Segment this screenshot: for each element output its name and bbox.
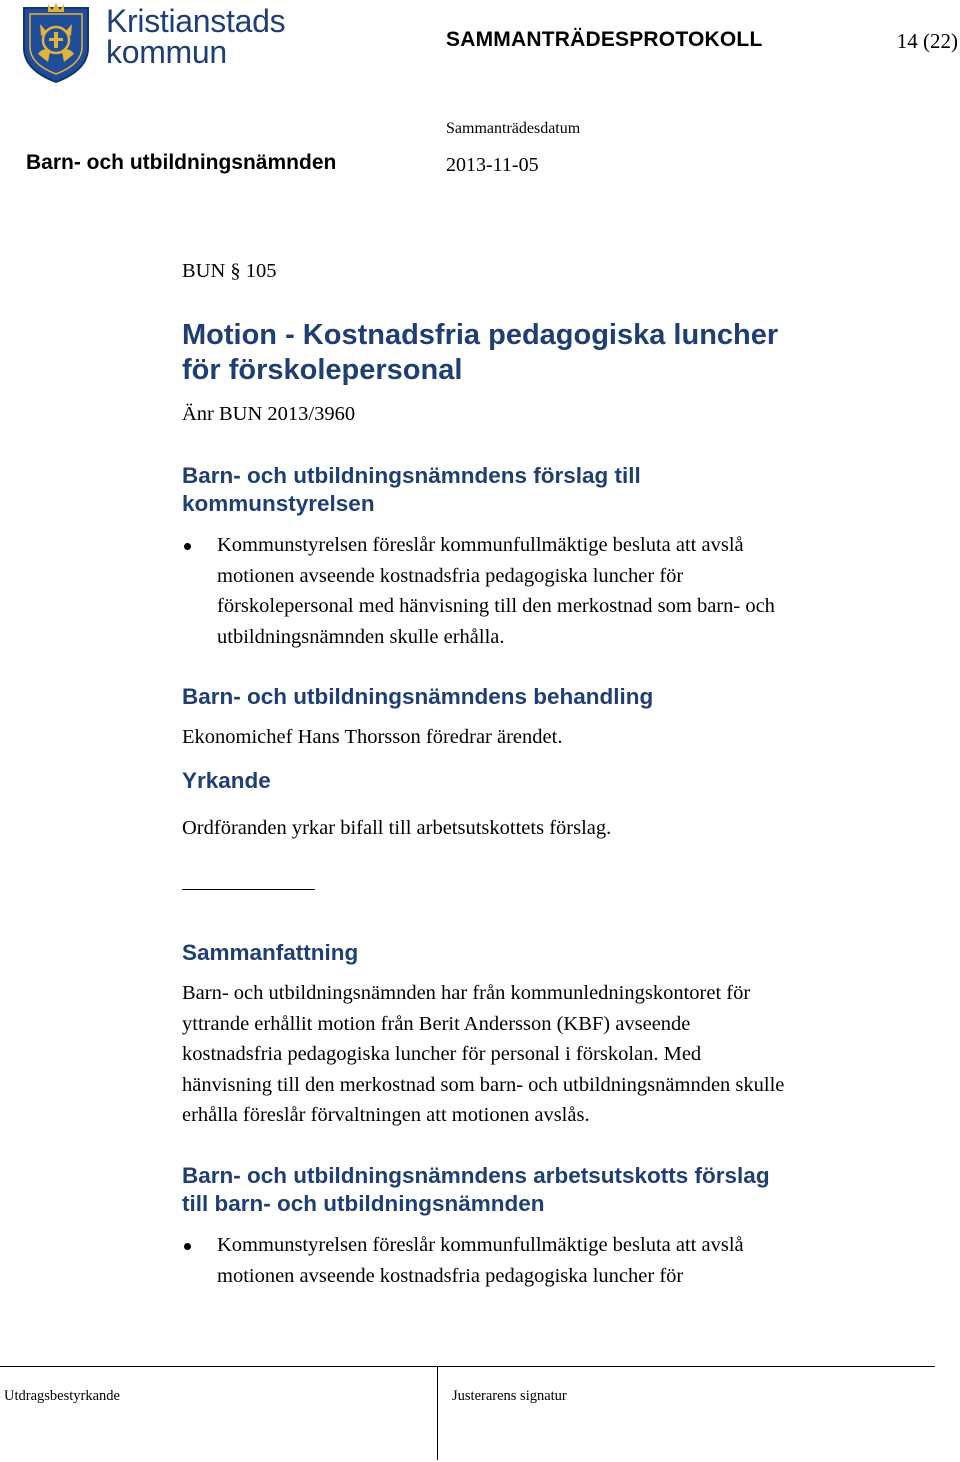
text-line: kostnadsfria pedagogiska luncher för personal i förskolan. Med — [182, 1043, 702, 1065]
case-title — [182, 318, 882, 388]
footer-rule — [0, 1366, 935, 1367]
text-line: Barn- och utbildningsnämnden har från kommunledningskontoret för — [182, 982, 751, 1004]
adjuster-signature-label: Justerarens signatur — [452, 1388, 567, 1404]
page-number: 14 (22) — [896, 29, 958, 53]
summary-text — [182, 978, 882, 1131]
list-item — [182, 530, 882, 652]
text-line: utbildningsnämnden skulle erhålla. — [217, 625, 505, 648]
logo-line-1: Kristianstads — [106, 3, 286, 39]
text-line: motionen avseende kostnadsfria pedagogiska luncher för — [217, 564, 684, 587]
certification-label: Utdragsbestyrkande — [4, 1388, 120, 1404]
document-type: SAMMANTRÄDESPROTOKOLL — [446, 28, 763, 51]
text-line: yttrande erhållit motion från Berit Andersson (KBF) avseende — [182, 1012, 691, 1035]
committee-list — [182, 1230, 882, 1291]
logo-wordmark — [106, 3, 286, 70]
committee-heading-line-1: Barn- och utbildningsnämndens arbetsutskotts förslag — [182, 1163, 770, 1188]
section-divider — [182, 889, 315, 890]
committee-heading — [182, 1162, 882, 1218]
text-line: motionen avseende kostnadsfria pedagogiska luncher för — [217, 1264, 684, 1287]
claim-heading: Yrkande — [182, 768, 271, 793]
proposal-list — [182, 530, 882, 652]
text-line: erhålla föreslår förvaltningen att motionen avslås. — [182, 1104, 590, 1126]
footer-divider — [437, 1366, 438, 1460]
handling-heading: Barn- och utbildningsnämndens behandling — [182, 684, 654, 709]
text-line: Kommunstyrelsen föreslår kommunfullmäktige besluta att avslå — [217, 1234, 744, 1256]
paragraph-reference: BUN § 105 — [182, 260, 277, 282]
coat-of-arms-icon — [20, 2, 92, 84]
case-title-line-1: Motion - Kostnadsfria pedagogiska luncher — [182, 319, 779, 351]
summary-heading: Sammanfattning — [182, 940, 359, 965]
proposal-heading-line-1: Barn- och utbildningsnämndens förslag till — [182, 463, 641, 488]
meeting-date-label: Sammanträdesdatum — [446, 120, 581, 137]
case-number: Änr BUN 2013/3960 — [182, 403, 356, 425]
proposal-heading — [182, 462, 882, 518]
bullet-icon — [184, 543, 191, 550]
text-line: hänvisning till den merkostnad som barn- och utbildningsnämnden skulle — [182, 1073, 785, 1096]
claim-text: Ordföranden yrkar bifall till arbetsutskottets förslag. — [182, 817, 612, 839]
logo-line-2: kommun — [106, 34, 227, 70]
case-title-line-2: för förskolepersonal — [182, 354, 463, 386]
text-line: förskolepersonal med hänvisning till den merkostnad som barn- och — [217, 595, 775, 617]
committee-heading-line-2: till barn- och utbildningsnämnden — [182, 1191, 545, 1216]
text-line: Kommunstyrelsen föreslår kommunfullmäktige besluta att avslå — [217, 534, 744, 556]
list-item — [182, 1230, 882, 1291]
proposal-heading-line-2: kommunstyrelsen — [182, 491, 375, 516]
handling-text: Ekonomichef Hans Thorsson föredrar ärendet. — [182, 726, 563, 748]
bullet-icon — [184, 1243, 191, 1250]
board-name: Barn- och utbildningsnämnden — [26, 151, 337, 174]
meeting-date: 2013-11-05 — [446, 154, 539, 176]
municipality-logo — [20, 2, 92, 84]
